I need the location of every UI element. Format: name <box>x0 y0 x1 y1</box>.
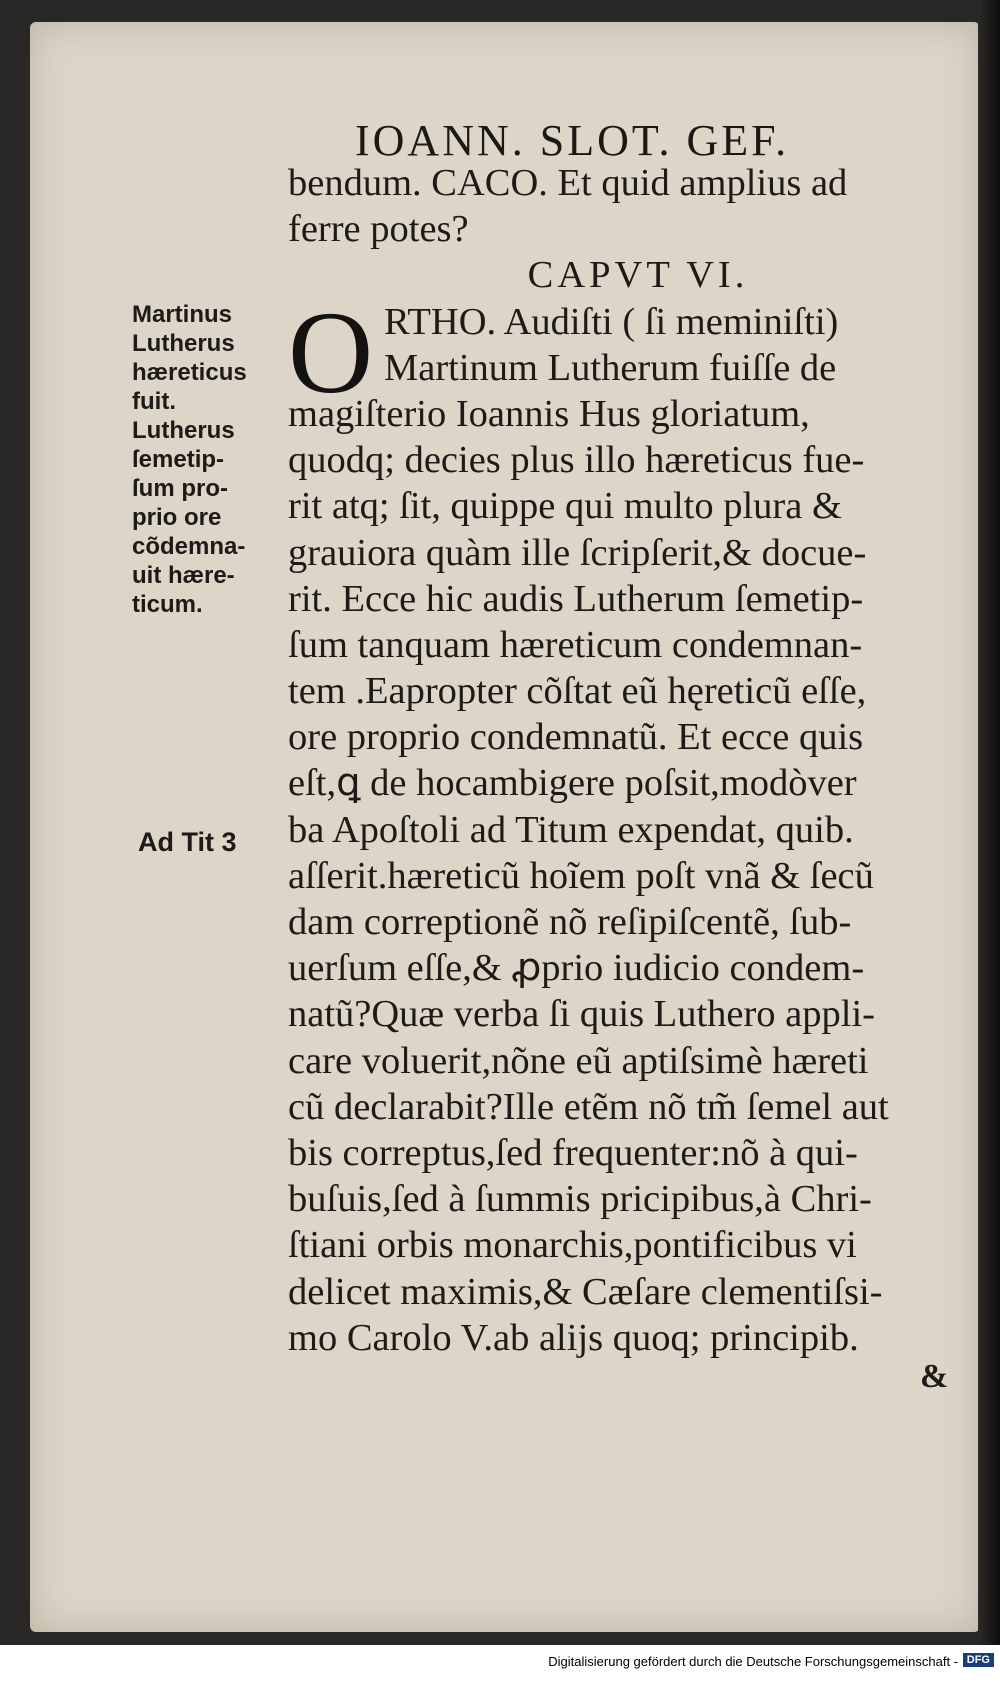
text-line: mo Carolo V.ab alijs quoq; principib. <box>288 1316 859 1359</box>
footer-credit: Digitalisierung gefördert durch die Deutsche Forschungsgemeinschaft - <box>548 1654 958 1669</box>
text-line: cũ declarabit?Ille etẽm nõ tm̃ ſemel aut <box>288 1085 889 1128</box>
text-line: dam correptionẽ nõ reſipiſcentẽ, ſub- <box>288 901 852 943</box>
text-line: rit atq; ſit, quippe qui multo plura & <box>288 485 842 528</box>
margin-note-line: prio ore <box>132 504 222 531</box>
margin-note-line: cõdemna- <box>132 533 246 560</box>
margin-note-line: hæreticus <box>132 359 247 386</box>
margin-note-line: ſum pro- <box>132 475 228 502</box>
digitization-footer <box>0 1652 1000 1674</box>
text-line: ferre potes? <box>288 208 469 251</box>
margin-note-line: Lutherus <box>132 330 235 357</box>
text-line: eſt,ꝗ de hocambigere poſsit,modòver <box>288 762 857 805</box>
text-line: ba Apoſtoli ad Titum expendat, quib. <box>288 808 854 851</box>
margin-note-line: Martinus <box>132 301 233 328</box>
text-line: magiſterio Ioannis Hus gloriatum, <box>288 392 810 435</box>
margin-note-line: fuit. <box>132 388 176 415</box>
chapter-heading: CAPVT VI. <box>527 254 749 297</box>
running-head: IOANN. SLOT. GEF. <box>355 116 790 165</box>
text-line: aſſerit.hæreticũ hoĩem poſt vnã & ſecũ <box>288 854 874 897</box>
margin-note-line: ſemetip- <box>132 446 225 473</box>
text-line: RTHO. Audiſti ( ſi meminiſti) <box>384 300 839 343</box>
text-line: uerſum eſſe,& ꝓprio iudicio condem- <box>288 947 865 990</box>
text-line: ore proprio condemnatũ. Et ecce quis <box>288 716 864 759</box>
text-line: rit. Ecce hic audis Lutherum ſemetip- <box>288 577 864 620</box>
text-line: natũ?Quæ verba ſi quis Luthero appli- <box>288 993 875 1036</box>
margin-notes <box>132 300 282 619</box>
margin-note-line: uit hære- <box>132 562 235 589</box>
text-line: bendum. CACO. Et quid amplius ad <box>288 162 848 204</box>
drop-cap: O <box>288 287 374 418</box>
book-edge <box>978 0 1000 1645</box>
margin-note-line: Lutherus <box>132 417 235 444</box>
text-line: care voluerit,nõne eũ aptiſsimè hæreti <box>288 1039 869 1082</box>
text-line: ſum tanquam hæreticum condemnan- <box>288 623 863 666</box>
dfg-logo: DFG <box>963 1653 994 1667</box>
text-line: delicet maximis,& Cæſare clementiſsi- <box>288 1270 883 1313</box>
body-text <box>288 160 948 1361</box>
text-line: bis correptus,ſed frequenter:nõ à qui- <box>288 1131 858 1174</box>
catchword: & <box>920 1358 949 1395</box>
text-line: tem .Eapropter cõſtat eũ hęreticũ eſſe, <box>288 670 867 713</box>
text-line: quodq; decies plus illo hæreticus fue- <box>288 439 865 482</box>
text-line: grauiora quàm ille ſcripſerit,& docue- <box>288 531 867 574</box>
margin-note-line: ticum. <box>132 591 203 618</box>
text-line: ſtiani orbis monarchis,pontificibus vi <box>288 1224 857 1267</box>
reference-note: Ad Tit 3 <box>138 827 237 857</box>
text-line: Martinum Lutherum fuiſſe de <box>384 346 837 389</box>
text-line: buſuis,ſed à ſummis pricipibus,à Chri- <box>288 1178 872 1221</box>
